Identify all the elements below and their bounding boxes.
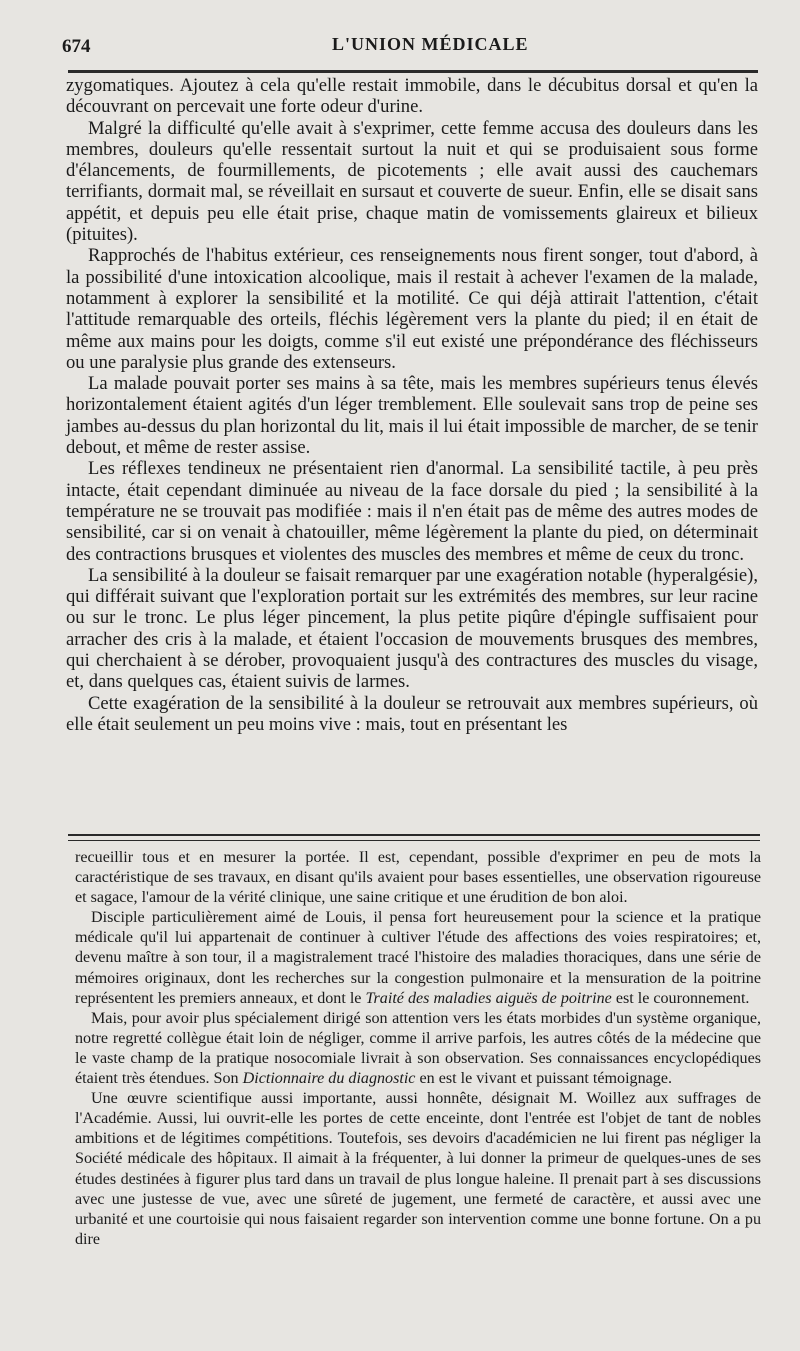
footnote-text-run: en est le vivant et puissant témoignage.: [419, 1070, 673, 1088]
paragraph: Les réflexes tendineux ne présentaient rien d'anormal. La sensibilité tactile, à peu près intacte, était cependant diminuée au niveau de la face dorsale du pied ; la sensibilité à la température ne se trouvait pas modifiée : mais il n'en était pas de même des autres modes de sensibilité, car si on venait à chatouiller, même légèrement la plante du pied, on déterminait des contractions brusques et violentes des muscles des membres et même de ceux du tronc.: [66, 458, 758, 565]
paragraph: Malgré la difficulté qu'elle avait à s'exprimer, cette femme accusa des douleurs dans les membres, douleurs qu'elle ressentait surtout la nuit et qui se produisaient sous forme d'élancements, de fourmillements, de picotements ; elle avait aussi des cauchemars terrifiants, dormait mal, se réveillait en sursaut et couverte de sueur. Enfin, elle se disait sans appétit, et depuis peu elle était prise, chaque matin de vomissements glaireux et bilieux (pituites).: [66, 117, 758, 246]
page-number: 674: [62, 36, 91, 57]
page-header: [62, 30, 762, 60]
footnote-text: [75, 848, 761, 1250]
footnote-text-run: est le couronnement.: [615, 989, 750, 1007]
book-title: Traité des maladies aiguës de poitrine: [365, 989, 612, 1007]
paragraph: zygomatiques. Ajoutez à cela qu'elle restait immobile, dans le décubitus dorsal et qu'en la découvrant on percevait une forte odeur d'urine.: [66, 75, 758, 118]
header-rule: [68, 70, 758, 73]
footnote-paragraph: [75, 1009, 761, 1089]
paragraph: La sensibilité à la douleur se faisait remarquer par une exagération notable (hyperalgésie), qui différait suivant que l'exploration portait sur les extrémités des membres, sur leur racine ou sur le tronc. Le plus léger pincement, la plus petite piqûre d'épingle suffisaient pour arracher des cris à la malade, et étaient l'occasion de mouvements brusques des membres, qui cherchaient à se dérober, provoquaient jusqu'à des contractures des muscles du visage, et, dans quelques cas, étaient suivis de larmes.: [66, 564, 758, 693]
book-title: Dictionnaire du diagnostic: [242, 1070, 416, 1088]
footnote-paragraph: [75, 908, 761, 1008]
footnote-text-run: Disciple particulièrement aimé de Louis, il pensa fort heureusement pour la science et la pratique médicale qu'il lui appartenait de continuer à cultiver l'étude des affections des voies respiratoires; et, devenu maître à son tour, il a magistralement tracé l'histoire des maladies thoraciques, dans une série de mémoires originaux, dont les recherches sur la congestion pulmonaire et la mensuration de la poitrine représentent les premiers anneaux, et dont le: [75, 909, 761, 1007]
footnote-separator-thin: [68, 840, 760, 841]
main-text: [66, 75, 758, 735]
paragraph: Rapprochés de l'habitus extérieur, ces renseignements nous firent songer, tout d'abord, à la possibilité d'une intoxication alcoolique, mais il restait à achever l'examen de la malade, notamment à explorer la sensibilité et la motilité. Ce qui déjà attirait l'attention, c'était l'attitude remarquable des orteils, fléchis légèrement vers la plante du pied; il en était de même aux mains pour les doigts, comme s'il eut existé une prépondérance des fléchisseurs ou une paralysie plus grande des extenseurs.: [66, 245, 758, 373]
paragraph: La malade pouvait porter ses mains à sa tête, mais les membres supérieurs tenus élevés horizontalement étaient agités d'un léger tremblement. Elle soulevait sans trop de peine ses jambes au-dessus du plan horizontal du lit, mais il lui était impossible de marcher, de se tenir debout, et même de rester assise.: [66, 373, 758, 459]
footnote-separator: [68, 834, 760, 836]
paragraph: Cette exagération de la sensibilité à la douleur se retrouvait aux membres supérieurs, où elle était seulement un peu moins vive : mais, tout en présentant les: [66, 692, 758, 735]
footnote-text-run: Mais, pour avoir plus spécialement dirigé son attention vers les états morbides d'un système organique, notre regretté collègue était loin de négliger, comme il arrive parfois, les autres côtés de la médecine que le vaste champ de la pratique nosocomiale livrait à son observation. Ses connaissances encyclopédiques étaient très étendues. Son: [75, 1009, 761, 1088]
footnote-paragraph: recueillir tous et en mesurer la portée. Il est, cependant, possible d'exprimer en peu de mots la caractéristique de ses travaux, en disant qu'ils avaient pour bases essentielles, une observation rigoureuse et sagace, l'amour de la vérité clinique, une saine critique et une érudition de bon aloi.: [75, 849, 761, 907]
footnote-paragraph: Une œuvre scientifique aussi importante, aussi honnête, désignait M. Woillez aux suffrages de l'Académie. Aussi, lui ouvrit-elle les portes de cette enceinte, dont l'entrée est l'objet de tant de nobles ambitions et de légitimes compétitions. Toutefois, ses devoirs d'académicien ne lui firent pas négliger la Société médicale des hôpitaux. Il aimait à la fréquenter, à lui donner la primeur de quelques-unes de ses études destinées à figurer plus tard dans un travail de plus longue haleine. Il prenait part à ses discussions avec une justesse de vue, avec une sûreté de jugement, une fermeté de caractère, et aussi avec une urbanité et une courtoisie qui nous faisaient regarder son intervention comme une bonne fortune. On a pu dire: [75, 1090, 761, 1248]
running-title: L'UNION MÉDICALE: [332, 34, 529, 54]
